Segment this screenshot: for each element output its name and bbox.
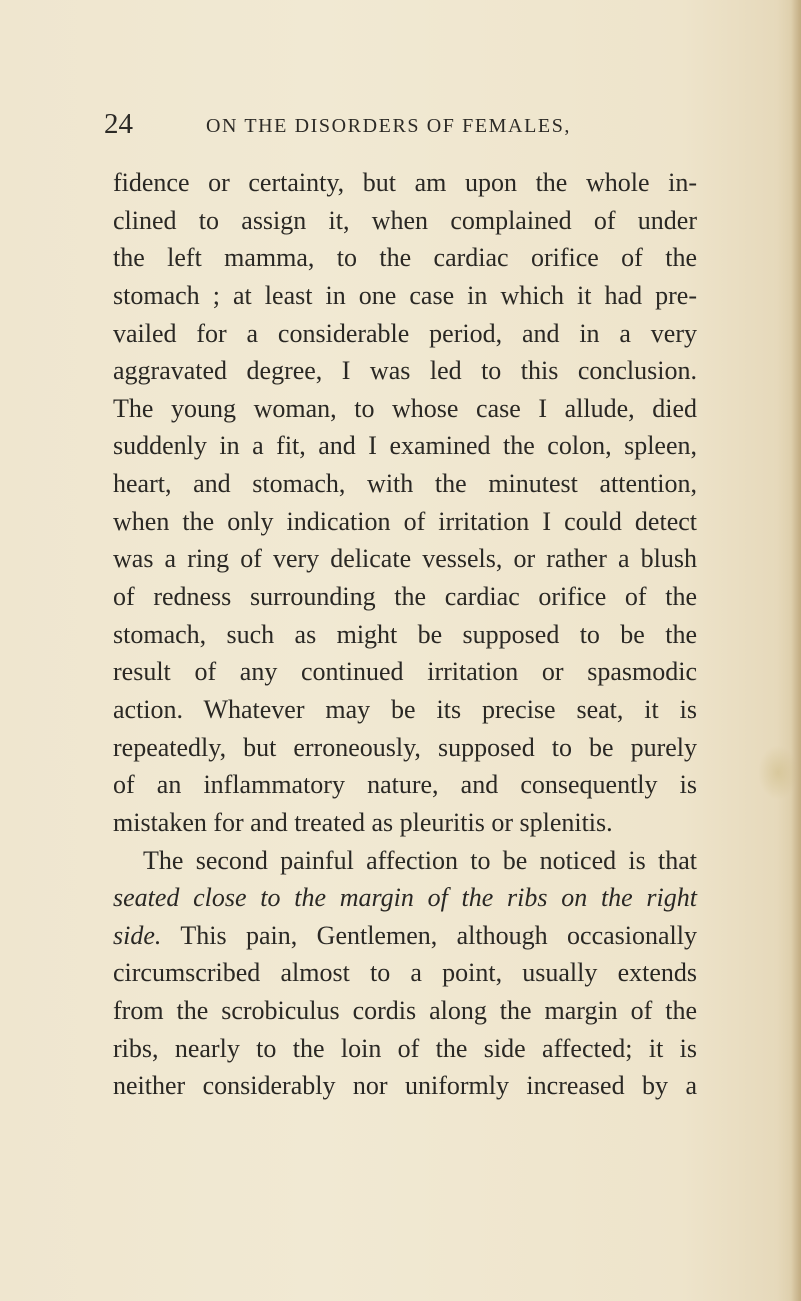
text-line: repeatedly, but erroneously, supposed to be purely <box>113 732 697 762</box>
text-line: was a ring of very delicate vessels, or rather a blush <box>113 544 697 574</box>
text-line: of redness surrounding the cardiac orifice of the <box>113 582 697 612</box>
text-line: suddenly in a fit, and I examined the colon, spleen, <box>113 431 697 461</box>
text-line: from the scrobiculus cordis along the margin of the <box>113 996 697 1026</box>
text-line: The young woman, to whose case I allude, died <box>113 393 697 423</box>
text-line: heart, and stomach, with the minutest attention, <box>113 469 697 499</box>
text-line: clined to assign it, when complained of under <box>113 205 697 235</box>
text-line <box>113 917 697 955</box>
running-head: ON THE DISORDERS OF FEMALES, <box>206 115 572 137</box>
text-line: mistaken for and treated as pleuritis or splenitis. <box>113 807 613 837</box>
page-number: 24 <box>104 108 133 140</box>
body-text <box>113 164 697 1105</box>
text-line: stomach ; at least in one case in which it had pre- <box>113 280 697 310</box>
text-line: stomach, such as might be supposed to be the <box>113 619 697 649</box>
italic-text-fragment: side. <box>113 920 162 950</box>
text-line: The second painful affection to be noticed is that <box>143 845 697 875</box>
text-line: action. Whatever may be its precise seat, it is <box>113 694 697 724</box>
text-line: when the only indication of irritation I could detect <box>113 506 697 536</box>
text-line: ribs, nearly to the loin of the side affected; it is <box>113 1033 697 1063</box>
text-line: of an inflammatory nature, and consequently is <box>113 770 697 800</box>
page-edge-shadow <box>791 0 801 1301</box>
text-line: fidence or certainty, but am upon the whole in- <box>113 168 697 197</box>
text-line: aggravated degree, I was led to this conclusion. <box>113 356 697 386</box>
page-header <box>104 104 704 144</box>
text-line: the left mamma, to the cardiac orifice of the <box>113 243 697 273</box>
text-fragment: This pain, Gentlemen, although occasionally <box>180 920 697 950</box>
text-line: circumscribed almost to a point, usually extends <box>113 958 697 988</box>
text-line: result of any continued irritation or spasmodic <box>113 657 697 687</box>
paper-stain <box>758 745 798 800</box>
text-line: neither considerably nor uniformly increased by a <box>113 1071 697 1101</box>
text-line: vailed for a considerable period, and in a very <box>113 318 697 348</box>
italic-text-line: seated close to the margin of the ribs on the right <box>113 883 697 913</box>
